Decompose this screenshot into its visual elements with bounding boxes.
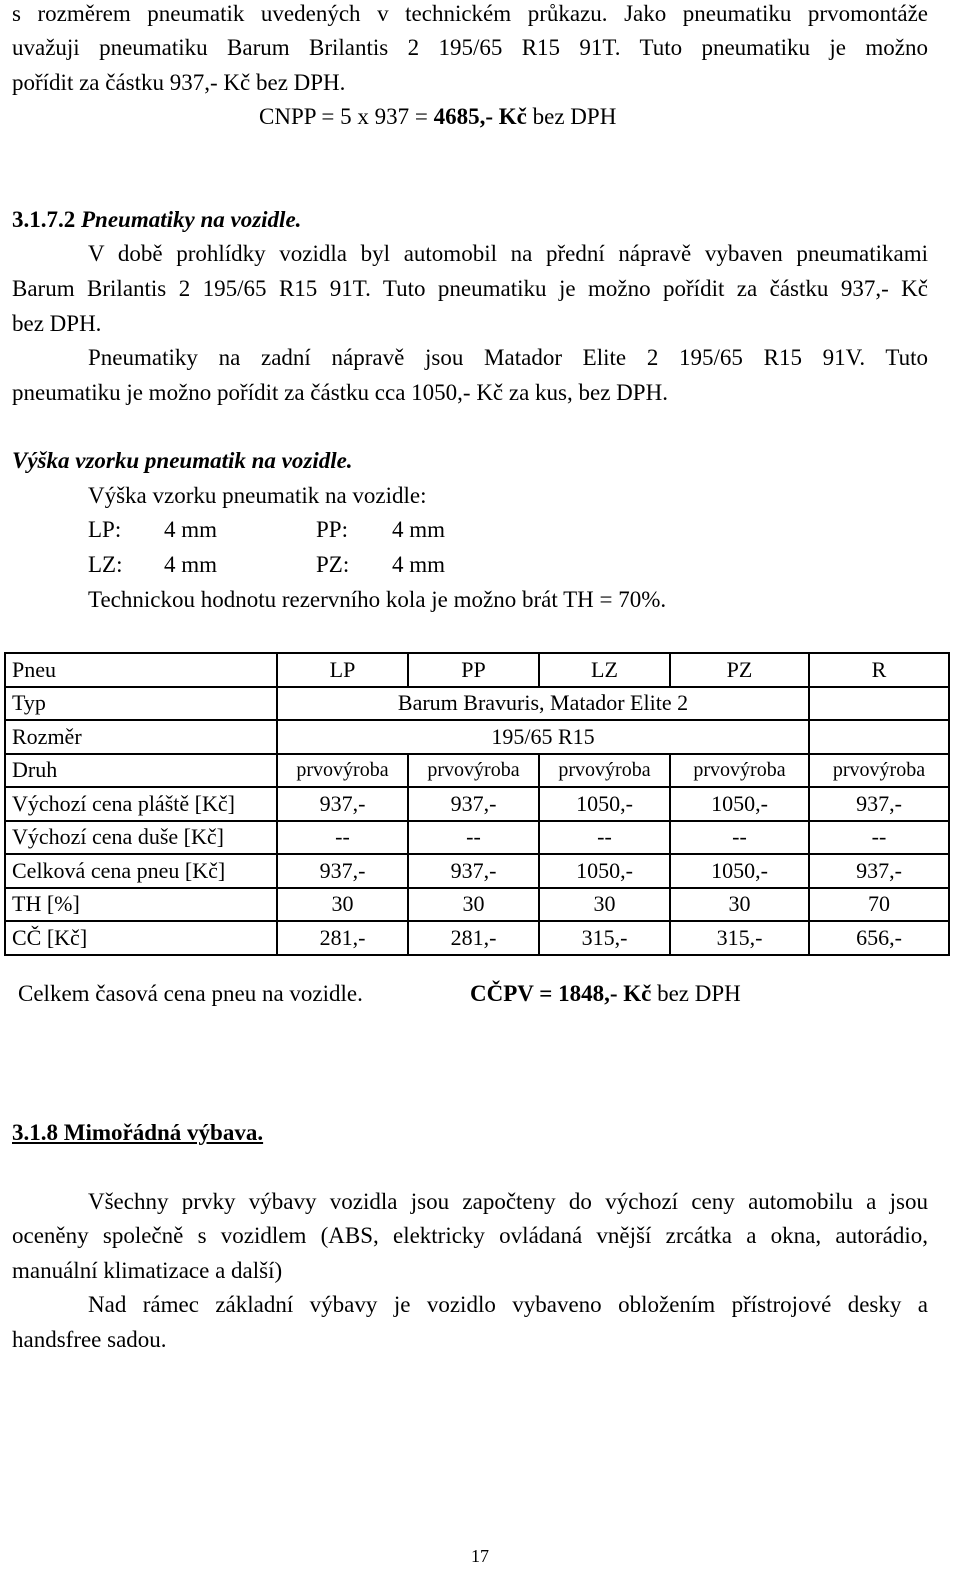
tread-pp-label: PP: [316, 517, 348, 542]
table-cell: -- [809, 821, 949, 855]
table-cell: 937,- [408, 854, 539, 888]
table-cell [809, 687, 949, 721]
section-318-p1-line1: Všechny prvky výbavy vozidla jsou započteny do výchozí ceny automobilu a jsou [88, 1189, 928, 1214]
header-cell: R [809, 653, 949, 687]
tread-pz-label: PZ: [316, 552, 350, 577]
table-cell: 937,- [277, 787, 408, 821]
table-cell: 30 [539, 888, 670, 922]
section-318-heading: 3.1.8 Mimořádná výbava. [12, 1120, 264, 1145]
table-row [5, 754, 949, 788]
section-3172-p1-line3: bez DPH. [12, 311, 102, 336]
section-3172-title: Pneumatiky na vozidle. [75, 207, 302, 232]
table-cell: 937,- [277, 854, 408, 888]
header-cell: Pneu [5, 653, 277, 687]
total-formula: CČPV = 1848,- Kč [470, 981, 652, 1006]
section-3172-number: 3.1.7.2 [12, 207, 76, 232]
header-cell: PP [408, 653, 539, 687]
intro-line-3: pořídit za částku 937,- Kč bez DPH. [12, 70, 346, 95]
table-cell: 937,- [408, 787, 539, 821]
section-318-p1-line2: oceněny společně s vozidlem (ABS, elektricky ovládaná vnější zrcátka a okna, autorádio, [12, 1223, 928, 1248]
table-cell: 195/65 R15 [277, 720, 809, 754]
table-cell: -- [408, 821, 539, 855]
tread-intro: Výška vzorku pneumatik na vozidle: [88, 483, 427, 508]
tread-pz-value: 4 mm [392, 552, 446, 577]
section-3172-heading [12, 206, 301, 234]
intro-line-2: uvažuji pneumatiku Barum Brilantis 2 195/65 R15 91T. Tuto pneumatiku je možno [12, 35, 928, 60]
tread-lz-label: LZ: [88, 552, 123, 577]
tread-pp-value: 4 mm [392, 517, 446, 542]
cnpp-label: CNPP = 5 x 937 = [259, 104, 434, 129]
table-row [5, 653, 949, 687]
table-cell: prvovýroba [408, 754, 539, 788]
table-cell: 281,- [408, 921, 539, 955]
header-cell: LZ [539, 653, 670, 687]
header-cell: PZ [670, 653, 809, 687]
table-cell: prvovýroba [670, 754, 809, 788]
header-cell: LP [277, 653, 408, 687]
cnpp-value: 4685,- Kč [433, 104, 527, 129]
cnpp-suffix: bez DPH [526, 104, 617, 129]
table-row [5, 687, 949, 721]
table-row [5, 787, 949, 821]
table-cell: 70 [809, 888, 949, 922]
tread-heading: Výška vzorku pneumatik na vozidle. [12, 448, 353, 473]
table-cell: 937,- [809, 787, 949, 821]
row-label: Druh [5, 754, 277, 788]
section-3172-p2-line1: Pneumatiky na zadní nápravě jsou Matador Elite 2 195/65 R15 91V. Tuto [88, 345, 928, 370]
table-cell: 1050,- [670, 854, 809, 888]
row-label: Typ [5, 687, 277, 721]
intro-line-1: s rozměrem pneumatik uvedených v technickém průkazu. Jako pneumatiku prvomontáže [12, 1, 928, 26]
row-label: TH [%] [5, 888, 277, 922]
tire-valuation-table [4, 652, 950, 956]
spare-note: Technickou hodnotu rezervního kola je možno brát TH = 70%. [88, 587, 667, 612]
section-318-p1-line3: manuální klimatizace a další) [12, 1258, 283, 1283]
total-label: Celkem časová cena pneu na vozidle. [18, 981, 363, 1006]
tread-lp-value: 4 mm [164, 517, 218, 542]
row-label: Výchozí cena duše [Kč] [5, 821, 277, 855]
table-row [5, 888, 949, 922]
table-cell: -- [277, 821, 408, 855]
table-row [5, 854, 949, 888]
row-label: Výchozí cena pláště [Kč] [5, 787, 277, 821]
table-cell [809, 720, 949, 754]
table-cell: 30 [277, 888, 408, 922]
table-row [5, 921, 949, 955]
row-label: Celková cena pneu [Kč] [5, 854, 277, 888]
table-cell: Barum Bravuris, Matador Elite 2 [277, 687, 809, 721]
table-cell: 30 [670, 888, 809, 922]
tread-lp-label: LP: [88, 517, 122, 542]
cnpp-formula [259, 103, 616, 131]
table-row [5, 720, 949, 754]
section-3172-p2-line2: pneumatiku je možno pořídit za částku cca 1050,- Kč za kus, bez DPH. [12, 380, 668, 405]
table-cell: 656,- [809, 921, 949, 955]
row-label: Rozměr [5, 720, 277, 754]
total-formula-line [470, 980, 741, 1008]
table-cell: -- [670, 821, 809, 855]
section-318-p2-line2: handsfree sadou. [12, 1327, 167, 1352]
row-label: CČ [Kč] [5, 921, 277, 955]
table-row [5, 821, 949, 855]
tread-lz-value: 4 mm [164, 552, 218, 577]
table-cell: 315,- [670, 921, 809, 955]
page-number: 17 [471, 1546, 489, 1566]
total-suffix: bez DPH [651, 981, 741, 1006]
table-cell: prvovýroba [539, 754, 670, 788]
table-cell: 937,- [809, 854, 949, 888]
table-cell: 1050,- [670, 787, 809, 821]
section-3172-p1-line2: Barum Brilantis 2 195/65 R15 91T. Tuto pneumatiku je možno pořídit za částku 937,- Kč [12, 276, 928, 301]
table-cell: -- [539, 821, 670, 855]
section-318-p2-line1: Nad rámec základní výbavy je vozidlo vybaveno obložením přístrojové desky a [88, 1292, 928, 1317]
section-3172-p1-line1: V době prohlídky vozidla byl automobil na přední nápravě vybaven pneumatikami [88, 241, 928, 266]
table-cell: 281,- [277, 921, 408, 955]
table-cell: 315,- [539, 921, 670, 955]
table-cell: prvovýroba [277, 754, 408, 788]
table-cell: 1050,- [539, 854, 670, 888]
table-cell: 1050,- [539, 787, 670, 821]
table-cell: prvovýroba [809, 754, 949, 788]
table-cell: 30 [408, 888, 539, 922]
